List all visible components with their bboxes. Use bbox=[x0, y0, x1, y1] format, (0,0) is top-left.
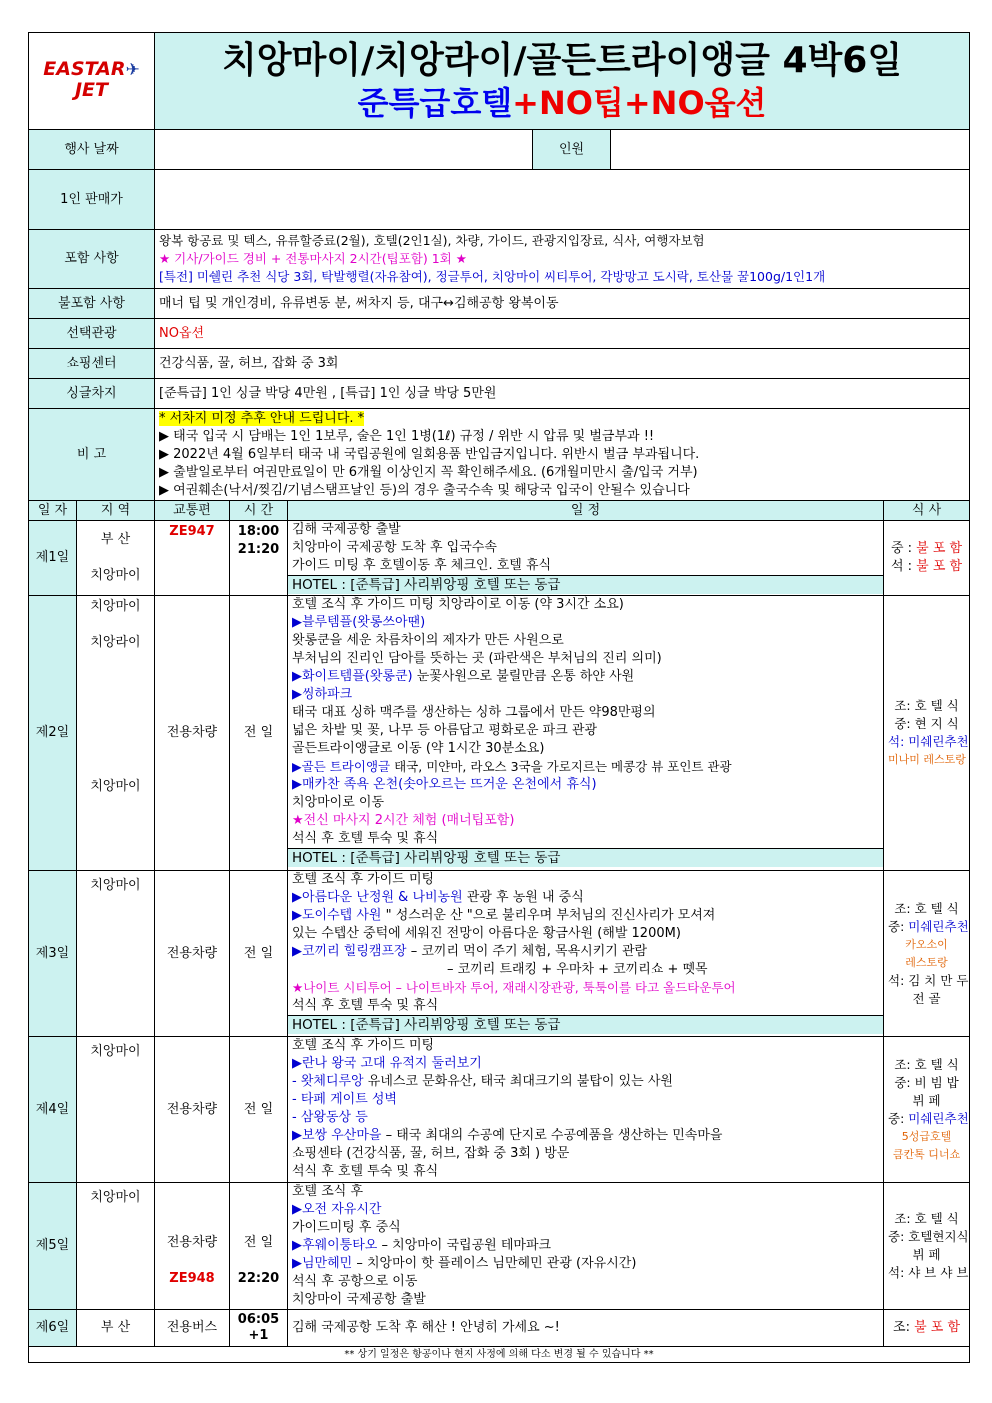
title-sub: 준특급호텔+NO팁+NO옵션 bbox=[357, 84, 767, 122]
exclude-value: 매너 팁 및 개인경비, 유류변동 분, 써차지 등, 대구↔김해공항 왕복이동 bbox=[155, 289, 970, 319]
note-line: ▶ 출발일로부터 여권만료일이 만 6개월 이상인지 꼭 확인해주세요. (6개월미만시 출/입국 거부) bbox=[159, 464, 698, 480]
hotel-line: HOTEL : [준특급] 사리뷔앙핑 호텔 또는 동급 bbox=[288, 575, 883, 594]
itinerary-table bbox=[28, 32, 970, 1363]
header-time: 시 간 bbox=[230, 501, 288, 521]
transport: 전용차량 bbox=[155, 871, 230, 1037]
day-row bbox=[29, 1310, 970, 1347]
transport: 전용버스 bbox=[155, 1310, 230, 1347]
meal: 조: 호 텔 식 중: 현 지 식 석: 미쉐린추천 미나미 레스토랑 bbox=[884, 596, 970, 871]
day-label: 제4일 bbox=[29, 1037, 77, 1183]
single-value: [준특급] 1인 싱글 박당 4만원 , [특급] 1인 싱글 박당 5만원 bbox=[155, 379, 970, 409]
include-label: 포함 사항 bbox=[29, 230, 155, 289]
note-line: ▶ 태국 입국 시 담배는 1인 1보루, 술은 1인 1병(1ℓ) 규정 / 위반 시 압류 및 벌금부과 !! bbox=[159, 428, 655, 444]
day-label: 제3일 bbox=[29, 871, 77, 1037]
exclude-label: 불포함 사항 bbox=[29, 289, 155, 319]
region: 부 산 치앙마이 bbox=[77, 521, 155, 596]
day-row bbox=[29, 871, 970, 1037]
time: 18:00 21:20 bbox=[230, 521, 288, 596]
footer-note: ** 상기 일정은 항공이나 현지 사정에 의해 다소 변경 될 수 있습니다 ** bbox=[29, 1347, 970, 1363]
transport: 전용차량 bbox=[155, 596, 230, 871]
shop-value: 건강식품, 꿀, 허브, 잡화 중 3회 bbox=[155, 349, 970, 379]
notes bbox=[155, 409, 970, 501]
price-value[interactable] bbox=[155, 170, 970, 230]
schedule: 호텔 조식 후 ▶오전 자유시간 가이드미팅 후 중식 ▶후웨이퉁타오 – 치앙마이 국립공원 테마파크 ▶님만헤민 – 치앙마이 핫 플레이스 님만헤민 관광 (자유시간) 석식 후 공항으로 이동 치앙마이 국제공항 출발 bbox=[288, 1183, 884, 1310]
meal: 조: 호 텔 식 중: 호텔현지식 뷔 페 석: 샤 브 샤 브 bbox=[884, 1183, 970, 1310]
hotel-line: HOTEL : [준특급] 사리뷔앙핑 호텔 또는 동급 bbox=[288, 1015, 883, 1034]
include-value: 왕복 항공료 및 텍스, 유류할증료(2월), 호텔(2인1실), 차량, 가이드, 관광지입장료, 식사, 여행자보험 ★ 기사/가이드 경비 + 전통마사지 2시간(팁포함) 1회 ★ [특전] 미쉘린 추천 식당 3회, 탁발행렬(자유참여), 정글투어, 치앙마이 씨티투어, 각방망고 도시락, 토산물 꿀100g/1인1개 bbox=[155, 230, 970, 289]
title-main: 치앙마이/치앙라이/골든트라이앵글 4박6일 bbox=[221, 40, 903, 81]
region: 부 산 bbox=[77, 1310, 155, 1347]
note-line: ▶ 여권훼손(낙서/찢김/기념스탬프날인 등)의 경우 출국수속 및 해당국 입국이 안될수 있습니다 bbox=[159, 482, 690, 498]
day-row bbox=[29, 1183, 970, 1310]
header-meal: 식 사 bbox=[884, 501, 970, 521]
transport: 전용차량 bbox=[155, 1037, 230, 1183]
date-value[interactable] bbox=[155, 130, 533, 170]
meal: 중 : 불 포 함 석 : 불 포 함 bbox=[884, 521, 970, 596]
time: 전 일 bbox=[230, 596, 288, 871]
price-label: 1인 판매가 bbox=[29, 170, 155, 230]
time: 전 일 bbox=[230, 871, 288, 1037]
header-schedule: 일 정 bbox=[288, 501, 884, 521]
schedule: 호텔 조식 후 가이드 미팅 치앙라이로 이동 (약 3시간 소요) ▶블루템플(왓롱쓰아땐) 왓롱쿤을 세운 차름차이의 제자가 만든 사원으로 부처님의 진리인 담아를 뜻하는 곳 (파란색은 부처님의 진리 의미) ▶화이트템플(왓롱쿤) 눈꽃사원으로 불릴만큼 온통 하얀 사원 ▶씽하파크 태국 대표 싱하 맥주를 생산하는 싱하 그룹에서 만든 약98만평의 넓은 차밭 및 꽃, 나무 등 아름답고 평화로운 파크 관광 골든트라이앵글로 이동 (약 1시간 30분소요) ▶골든 트라이앵글 태국, 미얀마, 라오스 3국을 가로지르는 메콩강 뷰 포인트 관광 ▶매카찬 족욕 온천(솟아오르는 뜨거운 온천에서 휴식) 치앙마이로 이동 ★전신 마사지 2시간 체험 (매너팁포함) 석식 후 호텔 투숙 및 휴식 HOTEL : [준특급] 사리뷔앙핑 호텔 또는 동급 bbox=[288, 596, 884, 871]
region: 치앙마이 bbox=[77, 1183, 155, 1310]
schedule: 호텔 조식 후 가이드 미팅 ▶란나 왕국 고대 유적지 둘러보기 - 왓체디루앙 유네스코 문화유산, 태국 최대크기의 불탑이 있는 사원 - 타페 게이트 성벽 - 삼왕동상 등 ▶보쌍 우산마을 – 태국 최대의 수공예 단지로 수공예품을 생산하는 민속마을 쇼핑센타 (건강식품, 꿀, 허브, 잡화 중 3회 ) 방문 석식 후 호텔 투숙 및 휴식 bbox=[288, 1037, 884, 1183]
region: 치앙마이 bbox=[77, 1037, 155, 1183]
meal: 조: 불 포 함 bbox=[884, 1310, 970, 1347]
day-label: 제2일 bbox=[29, 596, 77, 871]
single-label: 싱글차지 bbox=[29, 379, 155, 409]
date-label: 행사 날짜 bbox=[29, 130, 155, 170]
time: 전 일 bbox=[230, 1037, 288, 1183]
time: 06:05 +1 bbox=[230, 1310, 288, 1347]
header-day: 일 자 bbox=[29, 501, 77, 521]
logo: EASTAR✈JET bbox=[29, 33, 155, 130]
transport: ZE947 bbox=[155, 521, 230, 596]
hotel-line: HOTEL : [준특급] 사리뷔앙핑 호텔 또는 동급 bbox=[288, 848, 883, 867]
region: 치앙마이 bbox=[77, 871, 155, 1037]
people-value[interactable] bbox=[611, 130, 970, 170]
schedule: 김해 국제공항 출발 치앙마이 국제공항 도착 후 입국수속 가이드 미팅 후 호텔이동 후 체크인. 호텔 휴식 HOTEL : [준특급] 사리뷔앙핑 호텔 또는 동급 bbox=[288, 521, 884, 596]
shop-label: 쇼핑센터 bbox=[29, 349, 155, 379]
day-row bbox=[29, 596, 970, 871]
header-transport: 교통편 bbox=[155, 501, 230, 521]
day-label: 제1일 bbox=[29, 521, 77, 596]
header-region: 지 역 bbox=[77, 501, 155, 521]
day-label: 제5일 bbox=[29, 1183, 77, 1310]
note-line: * 서차지 미정 추후 안내 드립니다. * bbox=[159, 410, 365, 426]
time: 전 일 22:20 bbox=[230, 1183, 288, 1310]
transport: 전용차량 ZE948 bbox=[155, 1183, 230, 1310]
option-value: NO옵션 bbox=[155, 319, 970, 349]
schedule: 김해 국제공항 도착 후 해산 ! 안녕히 가세요 ~! bbox=[288, 1310, 884, 1347]
day-row bbox=[29, 521, 970, 596]
title-cell bbox=[155, 33, 970, 130]
option-label: 선택관광 bbox=[29, 319, 155, 349]
meal: 조: 호 텔 식 중: 비 빔 밥 뷔 페 중: 미쉐린추천 5성급호텔 큼칸톡 디너쇼 bbox=[884, 1037, 970, 1183]
region: 치앙마이 치앙라이 치앙마이 bbox=[77, 596, 155, 871]
people-label: 인원 bbox=[533, 130, 611, 170]
meal: 조: 호 텔 식 중: 미쉐린추천 카오소이 레스토랑 석: 김 치 만 두 전 골 bbox=[884, 871, 970, 1037]
day-label: 제6일 bbox=[29, 1310, 77, 1347]
note-line: ▶ 2022년 4월 6일부터 태국 내 국립공원에 일회용품 반입금지입니다. 위반시 벌금 부과됩니다. bbox=[159, 446, 700, 462]
note-label: 비 고 bbox=[29, 409, 155, 501]
day-row bbox=[29, 1037, 970, 1183]
schedule: 호텔 조식 후 가이드 미팅 ▶아름다운 난정원 & 나비농원 관광 후 농원 내 중식 ▶도이수텝 사원 " 성스러운 산 "으로 불리우며 부처님의 진신사리가 모셔져 있는 수텝산 중턱에 세워진 전망이 아름다운 황금사원 (해발 1200M) ▶코끼리 힐링캠프장 – 코끼리 먹이 주기 체험, 목욕시키기 관람 – 코끼리 트래킹 + 우마차 + 코끼리쇼 + 뗏목 ★나이트 시티투어 – 나이트바자 투어, 재래시장관광, 툭툭이를 타고 올드타운투어 석식 후 호텔 투숙 및 휴식 HOTEL : [준특급] 사리뷔앙핑 호텔 또는 동급 bbox=[288, 871, 884, 1037]
